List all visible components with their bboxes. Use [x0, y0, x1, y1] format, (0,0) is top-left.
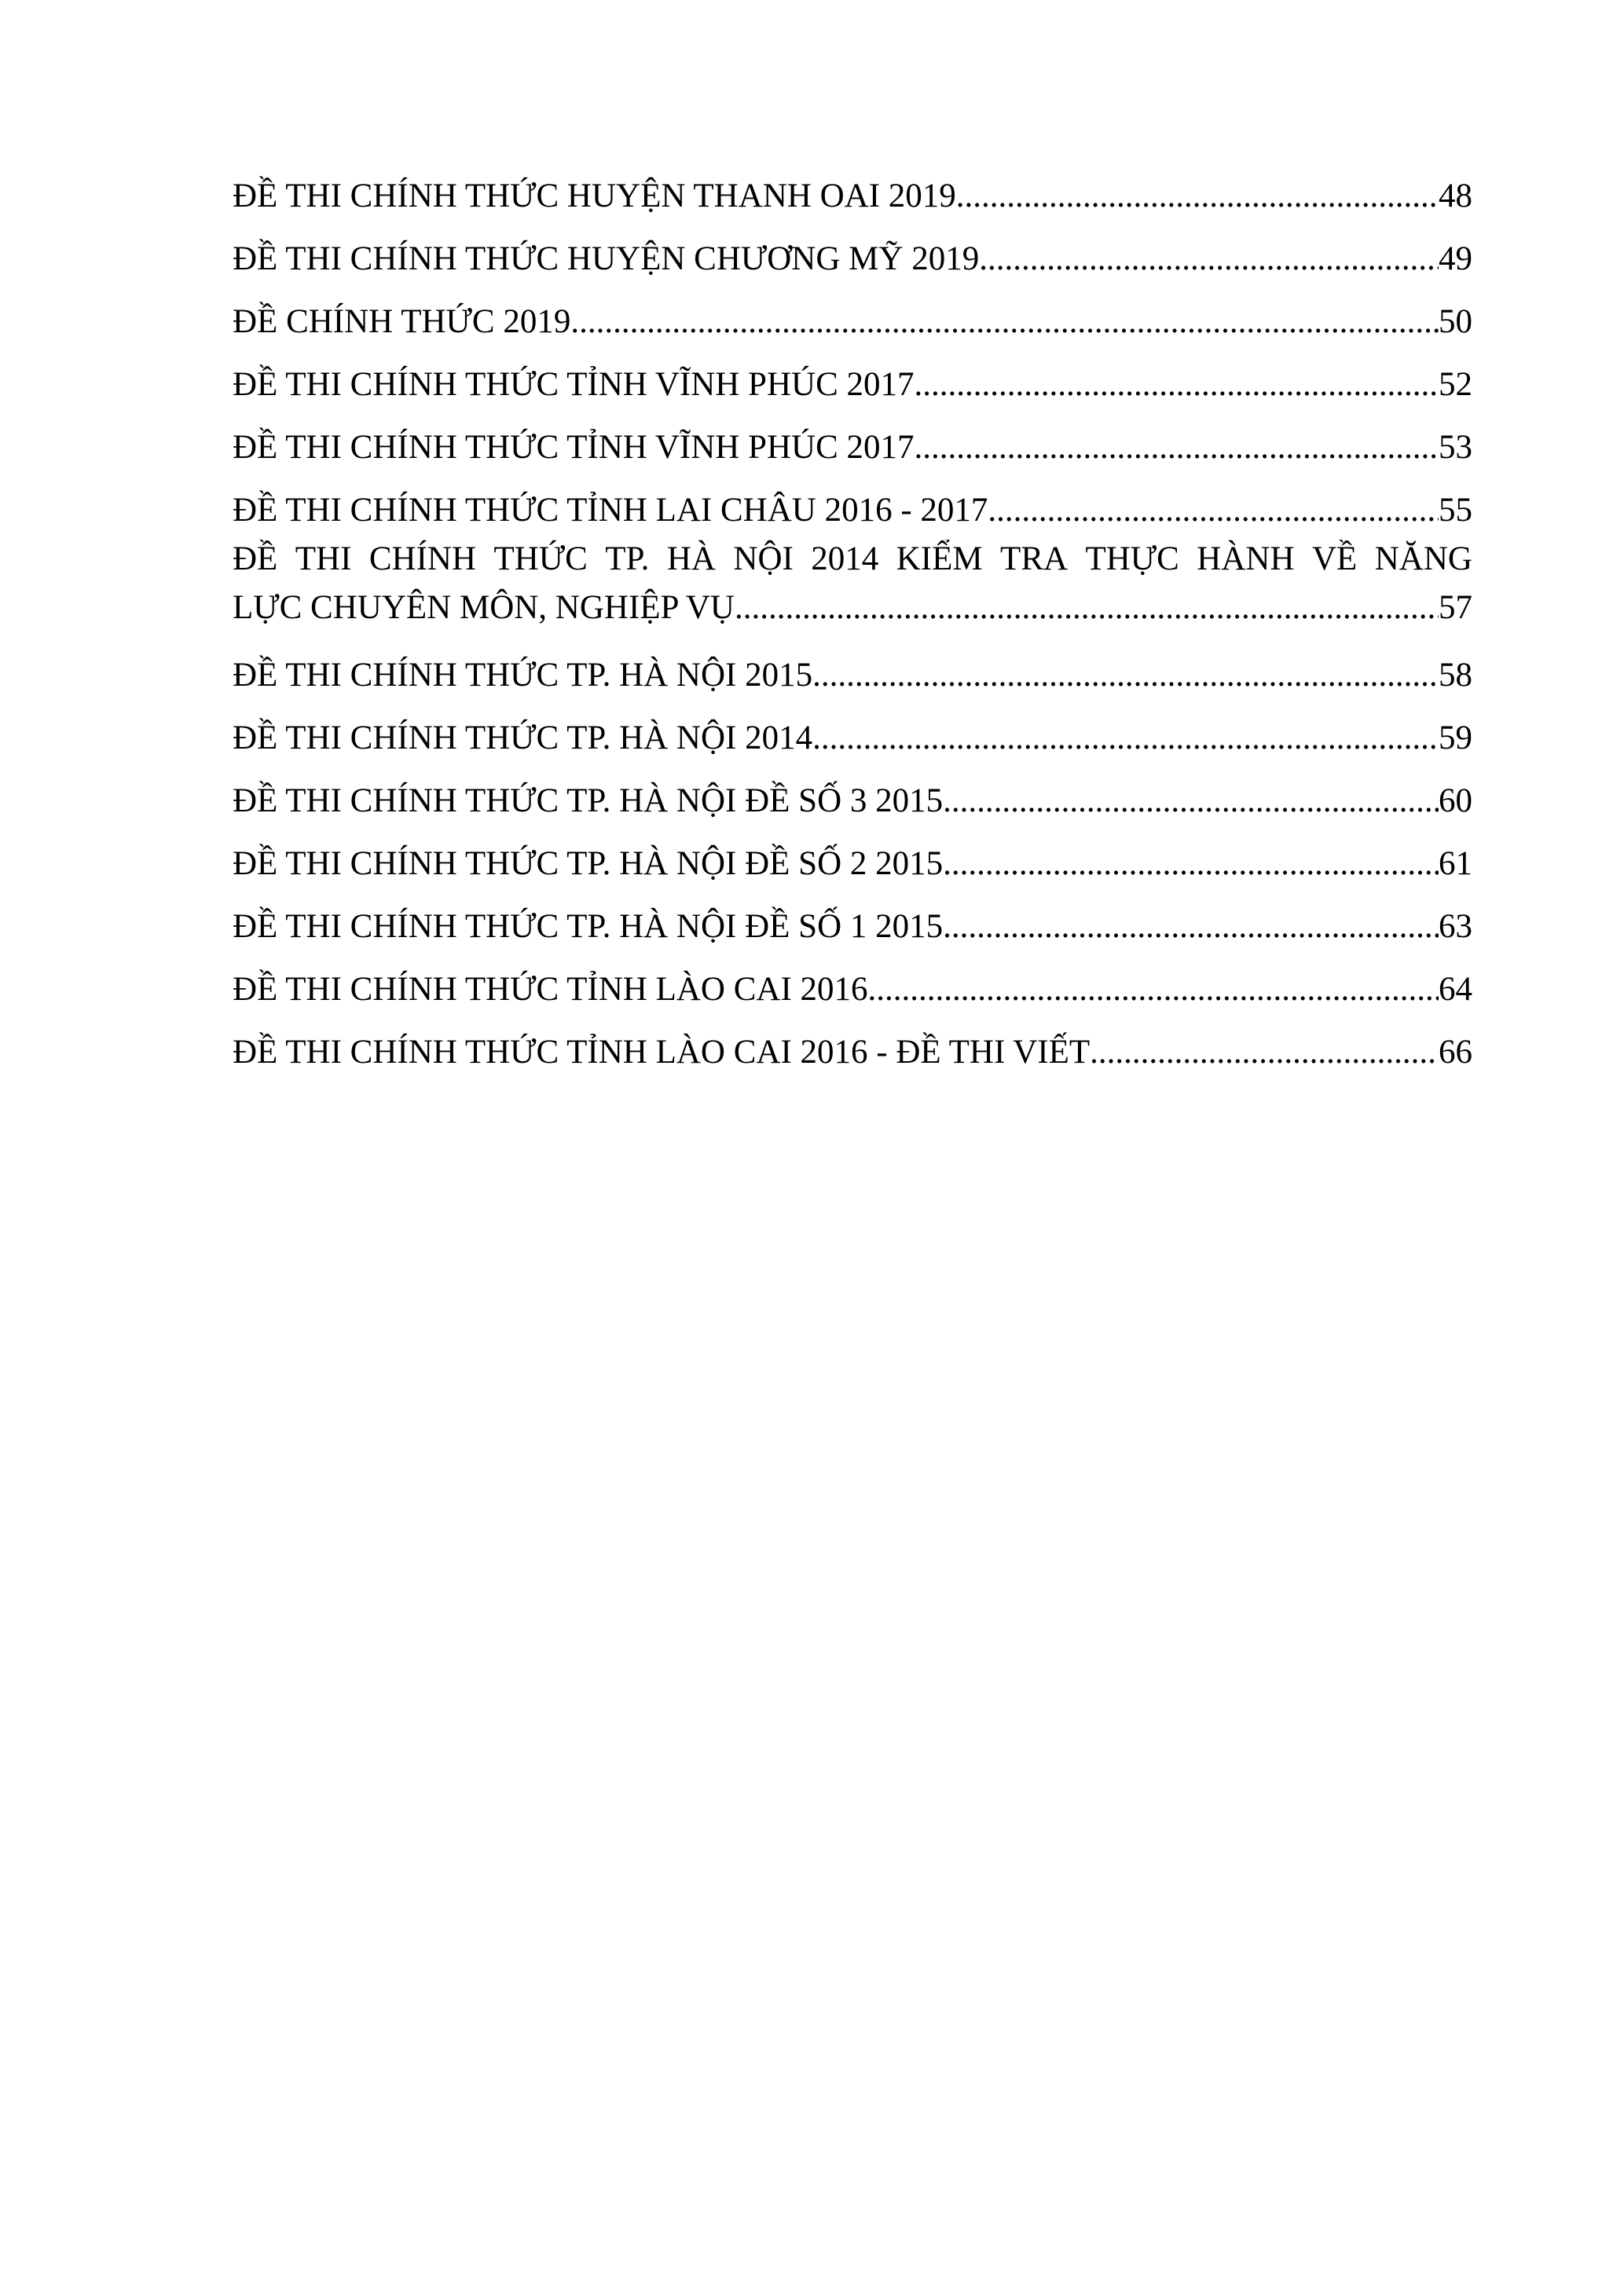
toc-entry-page: 48 [1439, 178, 1472, 214]
toc-entry-title-line1 [233, 540, 1472, 582]
toc-entry-title-word: NỘI [733, 540, 794, 577]
dot-leader [915, 428, 1439, 467]
toc-entry-thanh-oai-2019[interactable] [233, 153, 1472, 216]
toc-entry-title-word: VỀ [1311, 540, 1358, 577]
toc-entry-title-line2: LỰC CHUYÊN MÔN, NGHIỆP VỤ [233, 589, 735, 626]
toc-entry-ha-noi-de-so-1-2015[interactable] [233, 884, 1472, 947]
toc-entry-title: ĐỀ THI CHÍNH THỨC TỈNH LAI CHÂU 2016 - 2017 [233, 492, 988, 529]
toc-entry-page: 61 [1439, 845, 1472, 882]
toc-entry-page: 55 [1439, 492, 1472, 529]
dot-leader [570, 302, 1439, 342]
toc-entry-vinh-phuc-2017-a[interactable] [233, 342, 1472, 405]
toc-entry-title-word: HÀ [666, 540, 716, 577]
toc-entry-page: 50 [1439, 303, 1472, 340]
dot-leader [868, 970, 1439, 1009]
toc-entry-title: ĐỀ THI CHÍNH THỨC TP. HÀ NỘI ĐỀ SỐ 3 2015 [233, 782, 944, 819]
dot-leader [943, 844, 1439, 884]
toc-entry-title: ĐỀ THI CHÍNH THỨC TP. HÀ NỘI ĐỀ SỐ 2 2015 [233, 845, 944, 882]
dot-leader [956, 177, 1439, 216]
table-of-contents [233, 153, 1472, 1072]
toc-entry-vinh-phuc-2017-b[interactable] [233, 405, 1472, 467]
toc-entry-page: 52 [1439, 366, 1472, 403]
toc-entry-lao-cai-2016-de-thi-viet[interactable] [233, 1009, 1472, 1072]
toc-entry-title: ĐỀ THI CHÍNH THỨC TP. HÀ NỘI ĐỀ SỐ 1 2015 [233, 908, 944, 945]
toc-entry-page: 49 [1439, 240, 1472, 277]
toc-entry-title: ĐỀ THI CHÍNH THỨC TỈNH VĨNH PHÚC 2017 [233, 429, 915, 466]
toc-entry-title: ĐỀ THI CHÍNH THỨC HUYỆN CHƯƠNG MỸ 2019 [233, 240, 980, 277]
toc-entry-ha-noi-de-so-3-2015[interactable] [233, 758, 1472, 821]
toc-entry-page: 59 [1439, 720, 1472, 756]
dot-leader [812, 719, 1439, 758]
toc-entry-page: 57 [1439, 589, 1472, 626]
toc-entry-ha-noi-2015[interactable] [233, 632, 1472, 695]
toc-entry-title-word: ĐỀ [233, 540, 278, 577]
toc-entry-page: 58 [1439, 657, 1472, 694]
toc-entry-ha-noi-2014-thuc-hanh[interactable] [233, 540, 1472, 631]
toc-entry-title-word: CHÍNH [368, 540, 477, 577]
toc-entry-title-line2-row [233, 582, 1472, 628]
dot-leader [1090, 1033, 1439, 1072]
toc-entry-ha-noi-2014[interactable] [233, 695, 1472, 758]
toc-entry-page: 64 [1439, 971, 1472, 1008]
toc-entry-page: 63 [1439, 908, 1472, 945]
toc-entry-title-word: KIỂM [896, 540, 983, 577]
dot-leader [943, 782, 1439, 821]
toc-entry-title: ĐỀ THI CHÍNH THỨC TP. HÀ NỘI 2015 [233, 657, 813, 694]
toc-entry-title-word: HÀNH [1197, 540, 1295, 577]
toc-entry-title-word: TRA [1000, 540, 1069, 577]
dot-leader [915, 365, 1439, 405]
toc-entry-title: ĐỀ THI CHÍNH THỨC HUYỆN THANH OAI 2019 [233, 178, 956, 214]
toc-entry-title-word: NĂNG [1374, 540, 1472, 577]
dot-leader [943, 907, 1439, 947]
toc-entry-chuong-my-2019[interactable] [233, 216, 1472, 279]
toc-entry-title: ĐỀ THI CHÍNH THỨC TỈNH LÀO CAI 2016 [233, 971, 868, 1008]
toc-entry-lao-cai-2016[interactable] [233, 947, 1472, 1009]
toc-entry-lai-chau-2016-2017[interactable] [233, 467, 1472, 530]
toc-entry-title-word: THỨC [493, 540, 588, 577]
toc-entry-title: ĐỀ THI CHÍNH THỨC TỈNH VĨNH PHÚC 2017 [233, 366, 915, 403]
dot-leader [812, 656, 1439, 695]
toc-entry-title: ĐỀ THI CHÍNH THỨC TP. HÀ NỘI 2014 [233, 720, 813, 756]
toc-entry-title-word: 2014 [811, 540, 879, 577]
dot-leader [735, 588, 1439, 628]
toc-entry-page: 66 [1439, 1034, 1472, 1071]
toc-entry-de-chinh-thuc-2019[interactable] [233, 279, 1472, 342]
toc-entry-title-word: THỰC [1085, 540, 1179, 577]
dot-leader [988, 491, 1439, 530]
toc-entry-page: 53 [1439, 429, 1472, 466]
toc-entry-title: ĐỀ CHÍNH THỨC 2019 [233, 303, 571, 340]
toc-entry-page: 60 [1439, 782, 1472, 819]
toc-entry-title: ĐỀ THI CHÍNH THỨC TỈNH LÀO CAI 2016 - ĐỀ THI VIẾT [233, 1034, 1091, 1071]
dot-leader [979, 240, 1439, 279]
toc-entry-title-word: THI [295, 540, 352, 577]
toc-entry-title-word: TP. [605, 540, 650, 577]
toc-entry-ha-noi-de-so-2-2015[interactable] [233, 821, 1472, 884]
